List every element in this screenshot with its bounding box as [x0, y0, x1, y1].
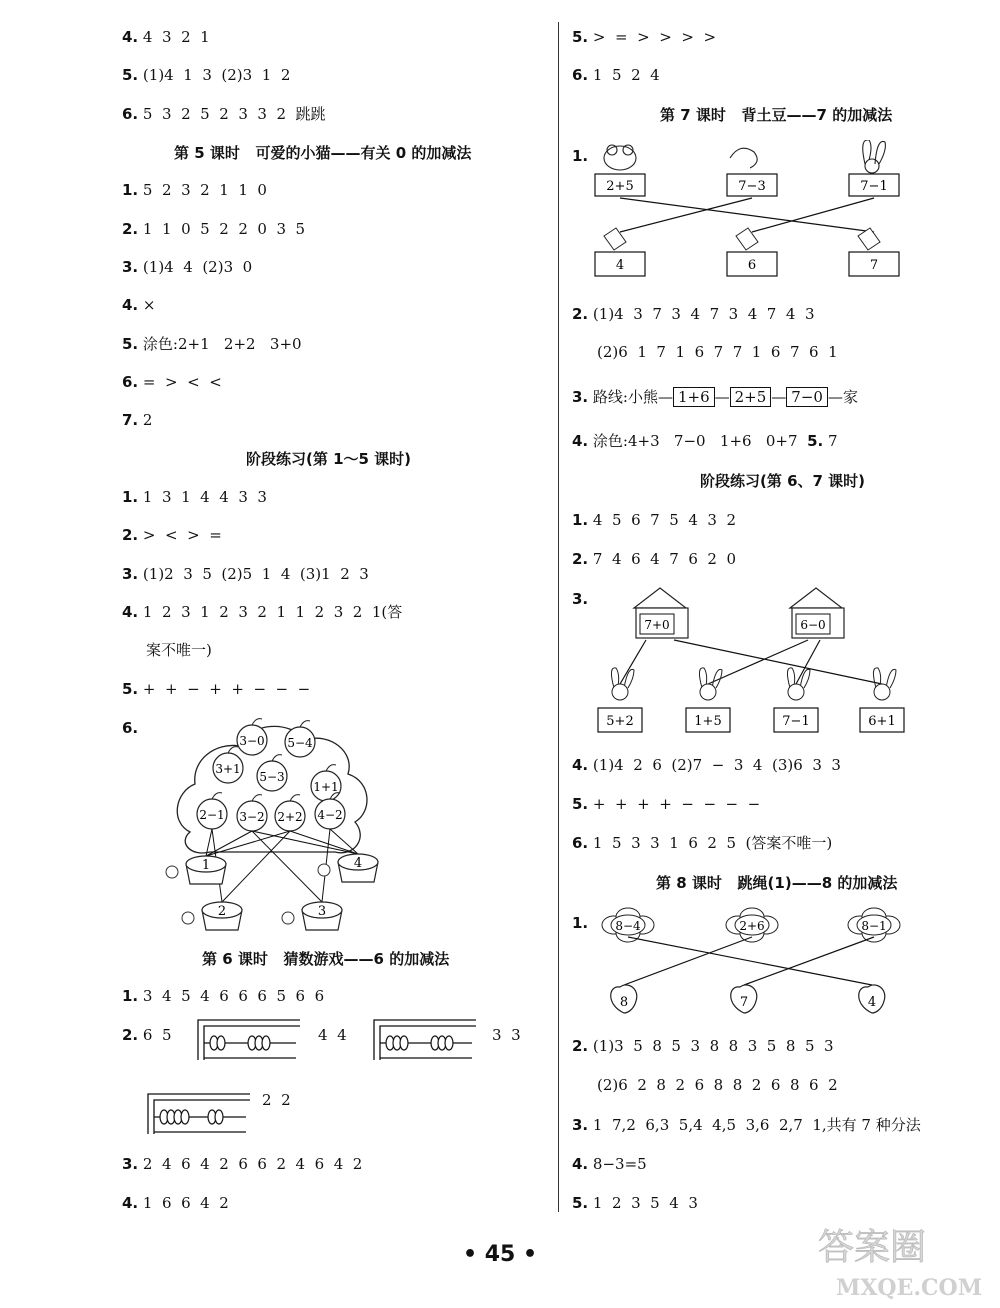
rabbit-item: [598, 668, 642, 732]
svg-text:1+1: 1+1: [313, 780, 339, 794]
answer-line: 3. 1 7,2 6,3 5,4 4,5 3,6 2,7 1,共有 7 种分法: [572, 1116, 921, 1134]
answer-line: 6. 5 3 2 5 2 3 3 2 跳跳: [122, 105, 326, 123]
answer-line: 3. (1)2 3 5 (2)5 1 4 (3)1 2 3: [122, 565, 369, 583]
answer-line: 4. ×: [122, 296, 156, 314]
flower-item: [726, 908, 778, 942]
svg-text:6−0: 6−0: [800, 618, 826, 632]
connector-line: [796, 640, 820, 684]
svg-text:8−4: 8−4: [615, 919, 641, 933]
svg-text:答案圈: 答案圈: [818, 1227, 927, 1268]
leaf-item: [859, 985, 885, 1013]
connector-line: [628, 937, 872, 985]
connector-line: [744, 937, 874, 985]
answer-line: 5. > = > > > >: [572, 28, 717, 46]
svg-text:2+6: 2+6: [739, 919, 765, 933]
rabbit-item: [860, 668, 904, 732]
drum-item: [166, 856, 226, 884]
page-number: • 45 •: [462, 1242, 538, 1267]
connector-line: [252, 831, 358, 854]
answer-line: 5. (1)4 1 3 (2)3 1 2: [122, 66, 291, 84]
answer-line-cont: (2)6 1 7 1 6 7 7 1 6 7 6 1: [597, 343, 838, 361]
svg-text:4: 4: [615, 258, 625, 273]
answer-line: 5. + + + + − − − −: [572, 795, 761, 813]
answer-line: 1.: [572, 147, 589, 165]
route-box: 2+5: [730, 387, 772, 407]
dog-icon: [730, 148, 757, 168]
answer-line: 2. 6 5: [122, 1026, 172, 1044]
abacus-2: [372, 1018, 478, 1062]
frog-icon: [604, 146, 636, 170]
apple-item: [257, 755, 287, 791]
drum-item: [282, 902, 342, 930]
svg-text:5−3: 5−3: [259, 770, 285, 784]
answer-line: 3. (1)4 4 (2)3 0: [122, 258, 253, 276]
connector-line: [620, 198, 752, 232]
house-item: [790, 588, 844, 638]
section-heading: 阶段练习(第 6、7 课时): [700, 472, 866, 490]
svg-text:7−1: 7−1: [860, 179, 888, 194]
apple-item: [275, 795, 305, 831]
svg-text:6+1: 6+1: [868, 714, 896, 729]
house-rabbit-figure: [590, 584, 920, 740]
answer-line: 2. 1 1 0 5 2 2 0 3 5: [122, 220, 306, 238]
answer-line: 4. 涂色:4+3 7−0 1+6 0+7 5. 7: [572, 432, 838, 450]
answer-line: 1. 4 5 6 7 5 4 3 2: [572, 511, 737, 529]
answer-line: 4 4: [318, 1026, 347, 1044]
section-heading: 第 6 课时 猜数游戏——6 的加减法: [202, 950, 450, 968]
answer-line: 4. 4 3 2 1: [122, 28, 210, 46]
flower-leaf-figure: [590, 905, 910, 1020]
apple-item: [237, 719, 267, 755]
expression-box: [849, 174, 899, 196]
leaf-item: [611, 985, 637, 1013]
flower-item: [848, 908, 900, 942]
answer-line: 6. = > < <: [122, 373, 222, 391]
svg-text:2−1: 2−1: [199, 808, 225, 822]
apple-item: [285, 721, 315, 757]
abacus-1: [196, 1018, 302, 1062]
svg-text:8−1: 8−1: [861, 919, 887, 933]
svg-text:5+2: 5+2: [606, 714, 634, 729]
apple-item: [311, 765, 341, 801]
apple-tree-figure: [140, 712, 400, 934]
answer-line: 7. 2: [122, 411, 153, 429]
svg-text:6: 6: [747, 258, 757, 273]
connector-line: [624, 937, 752, 985]
answer-box: [727, 228, 777, 276]
flower-item: [602, 908, 654, 942]
potato-matching-figure: [590, 140, 910, 288]
answer-box: [595, 228, 645, 276]
answer-line: 2. > < > =: [122, 526, 222, 544]
svg-text:7−1: 7−1: [782, 714, 810, 729]
svg-text:1: 1: [201, 858, 211, 873]
svg-text:3: 3: [317, 904, 327, 919]
leaf-item: [731, 985, 757, 1013]
answer-line: 4. (1)4 2 6 (2)7 − 3 4 (3)6 3 3: [572, 756, 841, 774]
svg-text:2+2: 2+2: [277, 810, 303, 824]
connector-line: [620, 198, 874, 232]
answer-line: 3. 2 4 6 4 2 6 6 2 4 6 4 2: [122, 1155, 363, 1173]
svg-text:7+0: 7+0: [644, 618, 670, 632]
svg-text:2: 2: [217, 904, 227, 919]
answer-box: [849, 228, 899, 276]
section-heading: 第 7 课时 背土豆——7 的加减法: [660, 106, 893, 124]
svg-text:7: 7: [869, 258, 879, 273]
house-item: [634, 588, 688, 638]
answer-line: 1. 1 3 1 4 4 3 3: [122, 488, 267, 506]
answer-line: 5. 涂色:2+1 2+2 3+0: [122, 335, 302, 353]
svg-text:8: 8: [619, 995, 629, 1010]
answer-line: 2. (1)4 3 7 3 4 7 3 4 7 4 3: [572, 305, 815, 323]
answer-line: 6. 1 5 3 3 1 6 2 5 (答案不唯一): [572, 834, 833, 852]
section-heading: 第 5 课时 可爱的小猫——有关 0 的加减法: [174, 144, 472, 162]
route-box: 1+6: [673, 387, 715, 407]
answer-line: 6.: [122, 719, 139, 737]
apple-item: [213, 747, 243, 783]
column-divider: [558, 22, 559, 1212]
connector-line: [752, 198, 874, 232]
svg-text:7−3: 7−3: [738, 179, 766, 194]
answer-line: 1. 3 4 5 4 6 6 6 5 6 6: [122, 987, 325, 1005]
svg-text:MXQE.COM: MXQE.COM: [836, 1275, 983, 1301]
connector-line: [252, 831, 322, 902]
svg-text:4: 4: [353, 856, 363, 871]
route-box: 7−0: [786, 387, 828, 407]
connector-line: [674, 640, 882, 684]
svg-text:2+5: 2+5: [606, 179, 634, 194]
route-line: 3. 路线:小熊— 1+6 — 2+5 — 7−0 —家: [572, 388, 858, 406]
section-heading: 阶段练习(第 1～5 课时): [246, 450, 412, 468]
svg-text:4−2: 4−2: [317, 808, 343, 822]
svg-text:7: 7: [739, 995, 749, 1010]
expression-box: [595, 174, 645, 196]
answer-line: 3.: [572, 590, 589, 608]
answer-line-cont: 案不唯一): [146, 641, 212, 659]
svg-text:5−4: 5−4: [287, 736, 313, 750]
answer-line: 4. 8−3=5: [572, 1155, 647, 1173]
connector-line: [330, 829, 358, 854]
answer-line: 3 3: [492, 1026, 521, 1044]
svg-text:1+5: 1+5: [694, 714, 722, 729]
answer-line: 2 2: [262, 1091, 291, 1109]
connector-line: [290, 831, 358, 854]
rabbit-item: [774, 668, 818, 732]
answer-line: 1.: [572, 914, 589, 932]
apple-item: [237, 795, 267, 831]
answer-line: 6. 1 5 2 4: [572, 66, 660, 84]
answer-line: 4. 1 6 6 4 2: [122, 1194, 229, 1212]
drum-item: [182, 902, 242, 930]
answer-line: 2. (1)3 5 8 5 3 8 8 3 5 8 5 3: [572, 1037, 834, 1055]
answer-line-cont: (2)6 2 8 2 6 8 8 2 6 8 6 2: [597, 1076, 838, 1094]
answer-line: 5. 1 2 3 5 4 3: [572, 1194, 698, 1212]
svg-text:3−0: 3−0: [239, 734, 265, 748]
rabbit-icon: [863, 140, 886, 164]
svg-text:4: 4: [867, 995, 877, 1010]
svg-text:3+1: 3+1: [215, 762, 241, 776]
expression-box: [727, 174, 777, 196]
answer-line: 4. 1 2 3 1 2 3 2 1 1 2 3 2 1(答: [122, 603, 403, 621]
section-heading: 第 8 课时 跳绳(1)——8 的加减法: [656, 874, 898, 892]
svg-text:3−2: 3−2: [239, 810, 265, 824]
apple-item: [197, 793, 227, 829]
watermark-logo: [808, 1215, 993, 1303]
abacus-3: [146, 1092, 252, 1136]
answer-line: 1. 5 2 3 2 1 1 0: [122, 181, 267, 199]
answer-line: 2. 7 4 6 4 7 6 2 0: [572, 550, 737, 568]
answer-line: 5. + + − + + − − −: [122, 680, 311, 698]
connector-line: [708, 640, 808, 684]
